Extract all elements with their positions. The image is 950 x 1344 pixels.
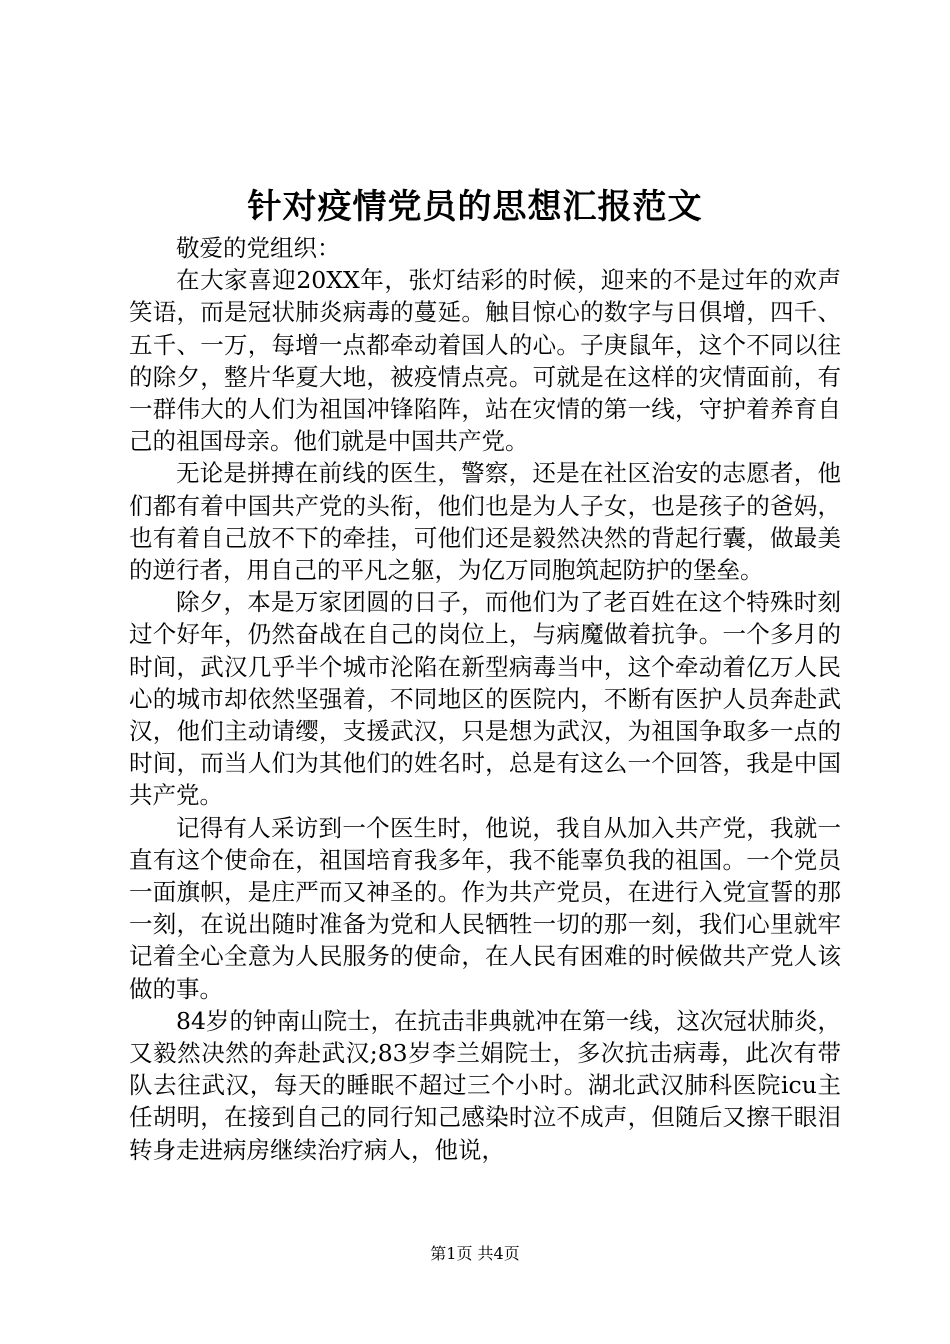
document-body: [129, 232, 841, 1166]
paragraph-1: 在大家喜迎20XX年，张灯结彩的时候，迎来的不是过年的欢声笑语，而是冠状肺炎病毒的蔓延。触目惊心的数字与日俱增，四千、五千、一万，每增一点都牵动着国人的心。子庚鼠年，这个不同以往的除夕，整片华夏大地，被疫情点亮。可就是在这样的灾情面前，有一群伟大的人们为祖国冲锋陷阵，站在灾情的第一线，守护着养育自己的祖国母亲。他们就是中国共产党。: [129, 266, 841, 456]
paragraph-5: 84岁的钟南山院士，在抗击非典就冲在第一线，这次冠状肺炎，又毅然决然的奔赴武汉;83岁李兰娟院士，多次抗击病毒，此次有带队去往武汉，每天的睡眠不超过三个小时。湖北武汉肺科医院icu主任胡明，在接到自己的同行知己感染时泣不成声，但随后又擦干眼泪转身走进病房继续治疗病人，他说，: [129, 1006, 841, 1164]
paragraph-2: 无论是拼搏在前线的医生，警察，还是在社区治安的志愿者，他们都有着中国共产党的头衔，他们也是为人子女，也是孩子的爸妈，也有着自己放不下的牵挂，可他们还是毅然决然的背起行囊，做最美的逆行者，用自己的平凡之躯，为亿万同胞筑起防护的堡垒。: [129, 459, 841, 585]
page-indicator: 第1页 共4页: [430, 1244, 520, 1263]
document-title: 针对疫情党员的思想汇报范文: [247, 187, 703, 227]
paragraph-3: 除夕，本是万家团圆的日子，而他们为了老百姓在这个特殊时刻过个好年，仍然奋战在自己的岗位上，与病魔做着抗争。一个多月的时间，武汉几乎半个城市沦陷在新型病毒当中，这个牵动着亿万人民心的城市却依然坚强着，不同地区的医院内，不断有医护人员奔赴武汉，他们主动请缨，支援武汉，只是想为武汉，为祖国争取多一点的时间，而当人们为其他们的姓名时，总是有这么一个回答，我是中国共产党。: [129, 588, 841, 810]
page-footer: [0, 1244, 950, 1264]
salutation: 敬爱的党组织：: [176, 234, 341, 262]
paragraph-4: 记得有人采访到一个医生时，他说，我自从加入共产党，我就一直有这个使命在，祖国培育我多年，我不能辜负我的祖国。一个党员一面旗帜，是庄严而又神圣的。作为共产党员，在进行入党宣誓的那一刻，在说出随时准备为党和人民牺牲一切的那一刻，我们心里就牢记着全心全意为人民服务的使命，在人民有困难的时候做共产党人该做的事。: [129, 813, 841, 1003]
